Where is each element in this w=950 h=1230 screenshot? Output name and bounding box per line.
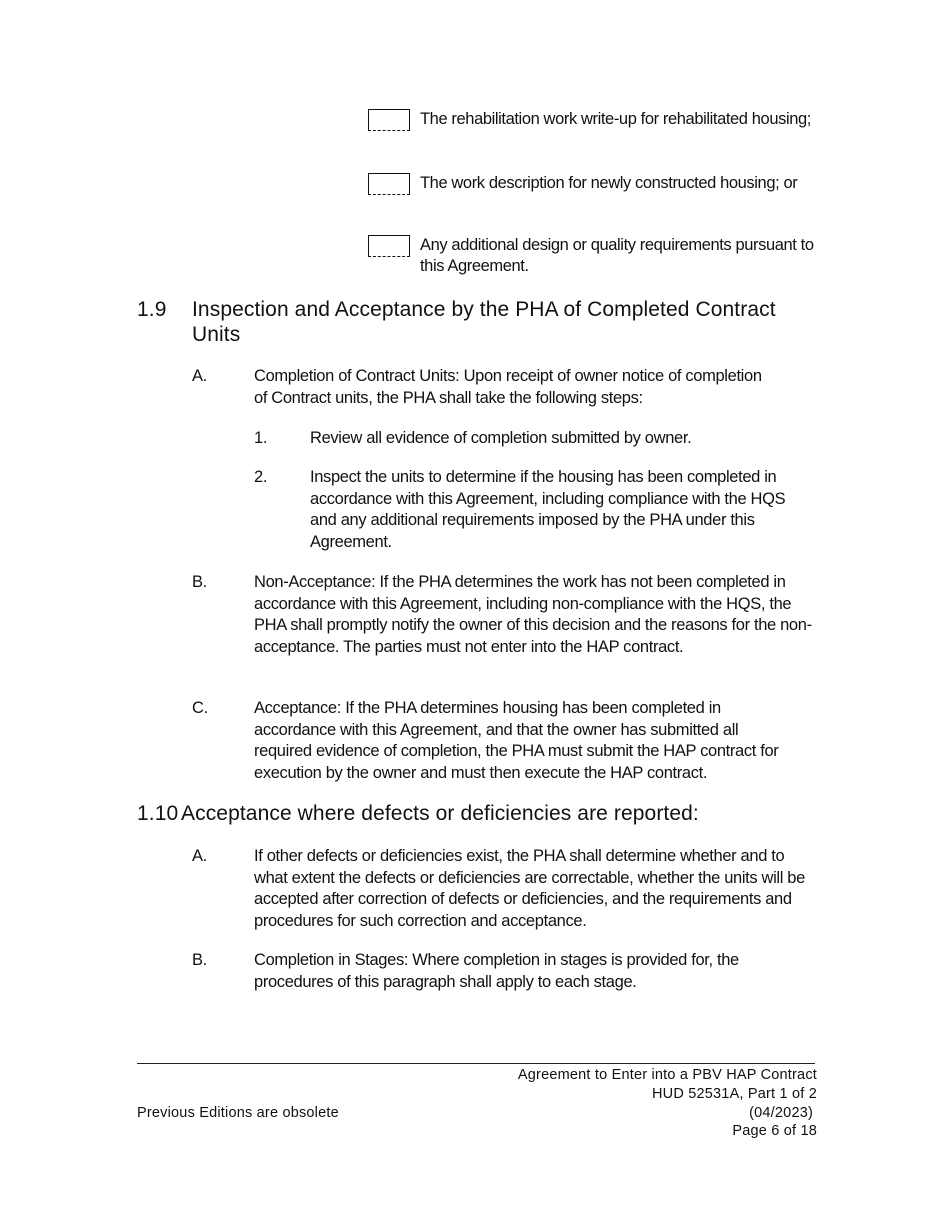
footer-form-date: (04/2023) xyxy=(749,1105,813,1121)
checklist-text: The rehabilitation work write-up for rehabilitated housing; xyxy=(420,110,811,128)
step-text: Review all evidence of completion submitted by owner. xyxy=(310,429,692,447)
checkbox-blank[interactable] xyxy=(368,109,410,131)
checklist-text: Any additional design or quality requirements pursuant to this Agreement. xyxy=(420,236,814,275)
footer-form-title: Agreement to Enter into a PBV HAP Contract xyxy=(517,1067,817,1083)
section-number: 1.9 xyxy=(137,298,167,321)
item-text: If other defects or deficiencies exist, the PHA shall determine whether and to what extent the defects or deficiencies are correctable, whether the units will be accepted after correction of defects or deficiencies, and the requirements and procedures for such correction and acceptance. xyxy=(254,847,805,930)
step-text: Inspect the units to determine if the housing has been completed in accordance with this Agreement, including compliance with the HQS and any additional requirements imposed by the PHA under this Agreement. xyxy=(310,468,786,551)
item-label: B. xyxy=(192,951,207,969)
item-text: Completion of Contract Units: Upon receipt of owner notice of completion of Contract units, the PHA shall take the following steps: xyxy=(254,367,762,407)
footer-page-number: Page 6 of 18 xyxy=(732,1123,817,1139)
section-title: Inspection and Acceptance by the PHA of Completed Contract Units xyxy=(192,298,776,346)
item-text: Acceptance: If the PHA determines housing has been completed in accordance with this Agreement, and that the owner has submitted all required evidence of completion, the PHA must submit the HAP contract for execution by the owner and must then execute the HAP contract. xyxy=(254,699,779,782)
checkbox-blank[interactable] xyxy=(368,173,410,195)
item-label: A. xyxy=(192,367,207,385)
section-number: 1.10 xyxy=(137,802,179,825)
item-label: A. xyxy=(192,847,207,865)
step-label: 2. xyxy=(254,468,268,486)
step-label: 1. xyxy=(254,429,268,447)
item-text: Completion in Stages: Where completion in stages is provided for, the procedures of this paragraph shall apply to each stage. xyxy=(254,951,739,991)
footer-previous-editions: Previous Editions are obsolete xyxy=(137,1105,339,1121)
footer-form-number: HUD 52531A, Part 1 of 2 xyxy=(652,1086,817,1102)
item-label: C. xyxy=(192,699,208,717)
footer-divider xyxy=(137,1063,815,1064)
item-label: B. xyxy=(192,573,207,591)
item-text: Non-Acceptance: If the PHA determines the work has not been completed in accordance with this Agreement, including non-compliance with the HQS, the PHA shall promptly notify the owner of this decision and the reasons for the non-acceptance. The parties must not enter into the HAP contract. xyxy=(254,573,812,656)
checkbox-blank[interactable] xyxy=(368,235,410,257)
checklist-text: The work description for newly constructed housing; or xyxy=(420,174,798,192)
section-title: Acceptance where defects or deficiencies are reported: xyxy=(181,802,699,825)
